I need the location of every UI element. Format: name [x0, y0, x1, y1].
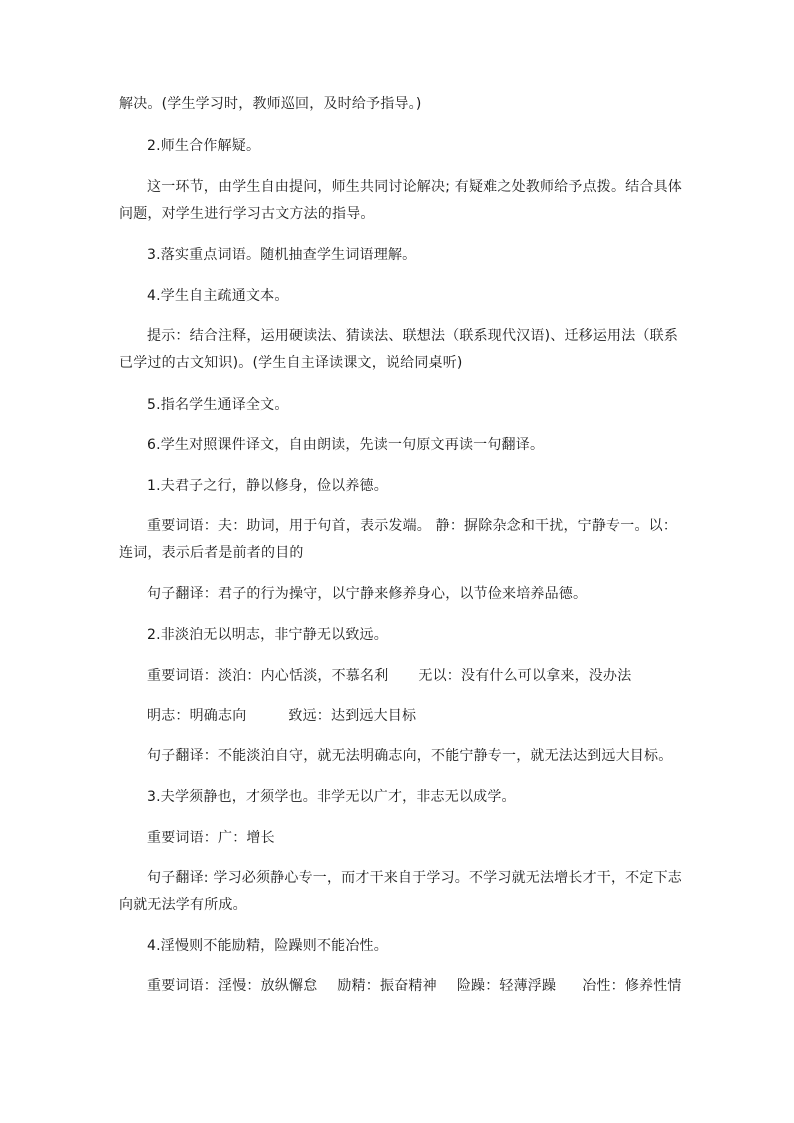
- sentence-heading: 4.淫慢则不能励精，险躁则不能冶性。: [147, 938, 388, 954]
- section-heading: 3.落实重点词语。随机抽查学生词语理解。: [147, 247, 417, 263]
- paragraph-line: 问题，对学生进行学习古文方法的指导。: [119, 206, 375, 222]
- vocabulary-term: 明志：明确志向: [147, 708, 247, 724]
- vocabulary-term: 励精：振奋精神: [337, 978, 437, 994]
- vocabulary-term: 致远：达到远大目标: [288, 708, 417, 724]
- vocabulary-line: [147, 976, 682, 996]
- vocabulary-line: [147, 706, 679, 726]
- translation-line: 句子翻译：不能淡泊自守，就无法明确志向，不能宁静专一，就无法达到远大目标。: [147, 748, 673, 764]
- vocabulary-term: 重要词语：淡泊：内心恬淡，不慕名利: [147, 668, 389, 684]
- vocabulary-term: 冶性：修养性情: [582, 978, 682, 994]
- section-heading: 6.学生对照课件译文，自由朗读，先读一句原文再读一句翻译。: [147, 437, 545, 453]
- vocabulary-term: 重要词语：淫慢：放纵懈怠: [147, 978, 318, 994]
- paragraph-line: 解决。(学生学习时，教师巡回，及时给予指导。): [119, 96, 422, 112]
- paragraph-line: 提示：结合注释，运用硬读法、猜读法、联想法（联系现代汉语)、迁移运用法（联系: [147, 328, 679, 344]
- paragraph-line: 已学过的古文知识)。(学生自主译读课文，说给同桌听): [119, 355, 463, 371]
- vocabulary-line: 重要词语：广：增长: [147, 830, 275, 846]
- section-heading: 5.指名学生通译全文。: [147, 397, 289, 413]
- translation-line: 句子翻译: 学习必须静心专一，而才干来自于学习。不学习就无法增长才干，不定下志: [147, 870, 682, 886]
- paragraph-line: 这一环节，由学生自由提问，师生共同讨论解决; 有疑难之处教师给予点拨。结合具体: [147, 179, 682, 195]
- translation-line: 句子翻译：君子的行为操守，以宁静来修养身心，以节俭来培养品德。: [147, 586, 588, 602]
- vocabulary-term: 无以：没有什么可以拿来，没办法: [418, 668, 632, 684]
- vocabulary-term: 险躁：轻薄浮躁: [456, 978, 557, 994]
- section-heading: 4.学生自主疏通文本。: [147, 288, 289, 304]
- sentence-heading: 1.夫君子之行，静以修身，俭以养德。: [147, 478, 388, 494]
- vocabulary-line: 连词，表示后者是前者的目的: [119, 545, 304, 561]
- vocabulary-line: [147, 666, 679, 686]
- sentence-heading: 3.夫学须静也，才须学也。非学无以广才，非志无以成学。: [147, 789, 516, 805]
- sentence-heading: 2.非淡泊无以明志，非宁静无以致远。: [147, 627, 388, 643]
- vocabulary-line: 重要词语：夫：助词，用于句首，表示发端。 静：摒除杂念和干扰，宁静专一。以：: [147, 518, 678, 534]
- translation-line: 向就无法学有所成。: [119, 897, 247, 913]
- section-heading: 2.师生合作解疑。: [147, 138, 261, 154]
